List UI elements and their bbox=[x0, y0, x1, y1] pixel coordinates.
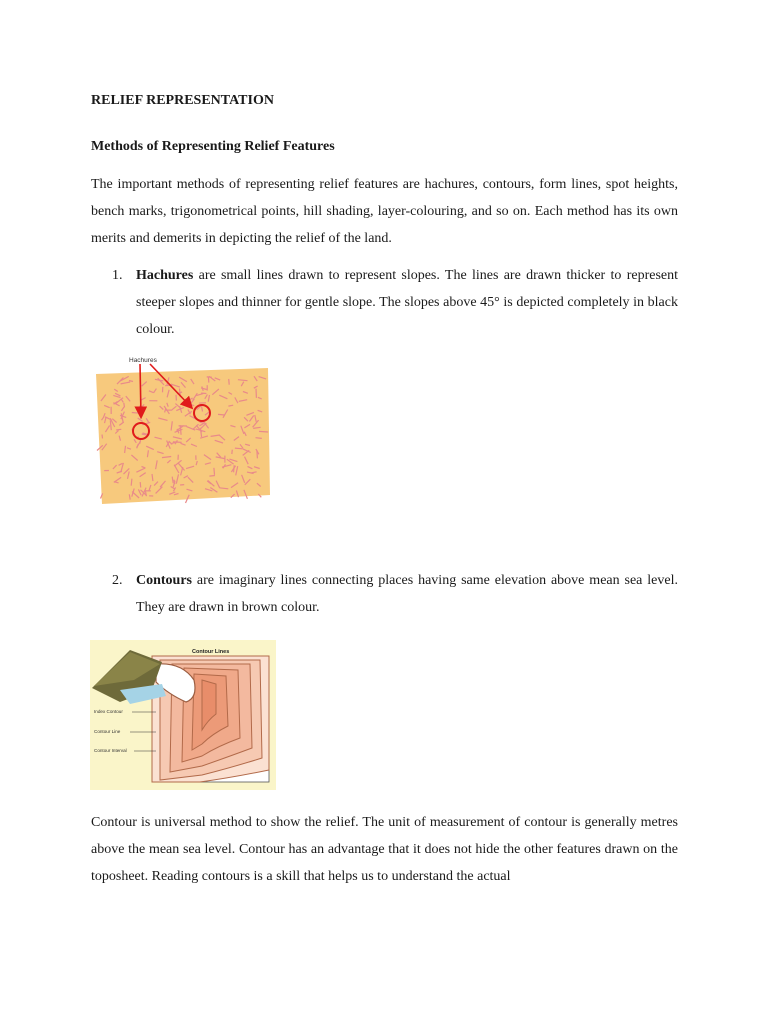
closing-paragraph: Contour is universal method to show the relief. The unit of measurement of contour is generally metres above the mean sea level. Contour has an advantage that it does not hide the other features drawn on the toposheet. Reading contours is a skill that helps us to understand the actual bbox=[91, 815, 678, 884]
legend-contour-interval: Contour Interval bbox=[94, 748, 127, 753]
hachure-stroke bbox=[131, 479, 132, 486]
hachure-arrow-1 bbox=[140, 364, 141, 416]
term-hachures: Hachures bbox=[136, 268, 194, 283]
hachure-stroke bbox=[218, 414, 225, 415]
section-heading: Methods of Representing Relief Features bbox=[91, 139, 335, 154]
list-number-1: 1. bbox=[112, 268, 123, 283]
hachure-stroke bbox=[232, 450, 233, 454]
hachure-stroke bbox=[229, 379, 230, 385]
hachure-stroke bbox=[259, 431, 268, 432]
legend-contour-line: Contour Line bbox=[94, 729, 121, 734]
hachure-stroke bbox=[209, 476, 215, 477]
hachures-figure bbox=[92, 352, 274, 510]
hachure-stroke bbox=[256, 438, 262, 439]
hachure-stroke bbox=[116, 429, 121, 430]
list-item-hachures bbox=[136, 262, 678, 343]
contours-description: are imaginary lines connecting places having same elevation above mean sea level. They are drawn in brown colour. bbox=[136, 573, 678, 615]
hachure-stroke bbox=[174, 480, 175, 484]
legend-index-contour: Index Contour bbox=[94, 709, 123, 714]
hachure-stroke bbox=[124, 403, 125, 408]
hachures-description: are small lines drawn to represent slopes. The lines are drawn thicker to represent steeper slopes and thinner for gentle slope. The slopes above 45° is depicted completely in black colour. bbox=[136, 268, 678, 337]
term-contours: Contours bbox=[136, 573, 193, 588]
contour-figure bbox=[90, 640, 276, 790]
hachure-stroke bbox=[102, 435, 103, 439]
list-number-2: 2. bbox=[112, 573, 123, 588]
hachure-stroke bbox=[214, 468, 215, 475]
page-title: RELIEF REPRESENTATION bbox=[91, 93, 274, 108]
list-item-contours bbox=[136, 567, 678, 621]
hachure-stroke bbox=[173, 442, 182, 443]
hachure-stroke bbox=[140, 482, 141, 487]
hachure-stroke bbox=[132, 413, 140, 414]
contour-figure-title: Contour Lines bbox=[192, 649, 230, 655]
hachure-map-area bbox=[96, 368, 270, 504]
hachure-stroke bbox=[257, 450, 258, 458]
intro-paragraph: The important methods of representing relief features are hachures, contours, form lines, spot heights, bench marks, trigonometrical points, hill shading, layer-colouring, and so on. Each method has its own merits and demerits in depicting the relief of the land. bbox=[91, 177, 678, 246]
hachures-figure-label: Hachures bbox=[129, 357, 157, 364]
hachure-stroke bbox=[235, 448, 243, 449]
